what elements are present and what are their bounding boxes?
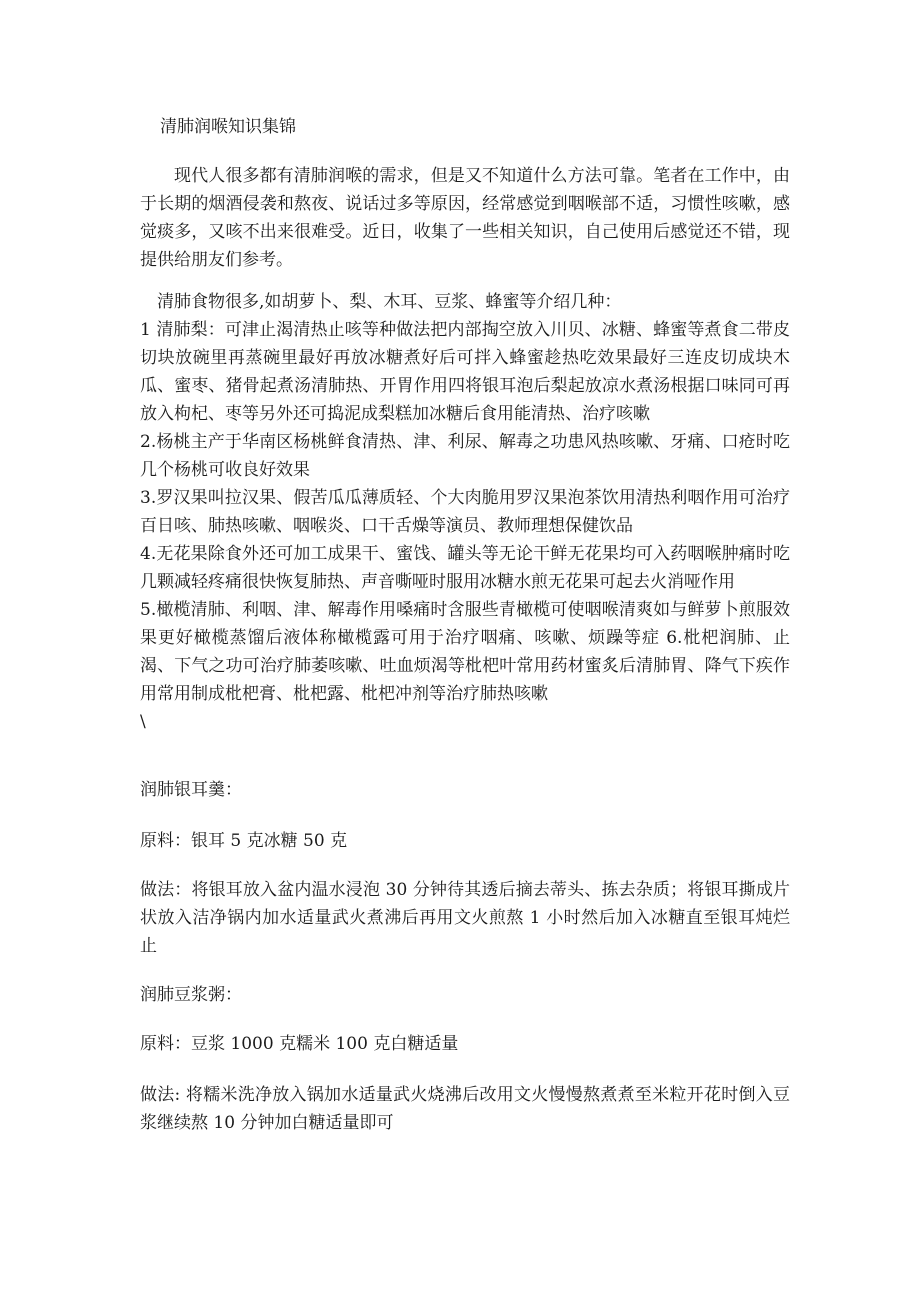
food-item-fig: 4.无花果除食外还可加工成果干、蜜饯、罐头等无论干鲜无花果均可入药咽喉肿痛时吃几颗减轻疼痛很快恢复肺热、声音嘶哑时服用冰糖水煎无花果可起去火消哑作用 <box>140 544 790 592</box>
food-item-olive-loquat: 5.橄榄清肺、利咽、津、解毒作用嗓痛时含服些青橄榄可使咽喉清爽如与鲜萝卜煎服效果更好橄榄蒸馏后液体称橄榄露可用于治疗咽痛、咳嗽、烦躁等症 6.枇杷润肺、止渴、下气之功可治疗肺萎咳嗽、吐血烦渴等枇杷叶常用药材蜜炙后清肺胃、降气下疾作用常用制成枇杷膏、枇杷露、枇杷冲剂等治疗肺热咳嗽 <box>140 600 790 704</box>
food-item-pear: 1 清肺梨：可津止渴清热止咳等种做法把内部掏空放入川贝、冰糖、蜂蜜等煮食二带皮切块放碗里再蒸碗里最好再放冰糖煮好后可拌入蜂蜜趁热吃效果最好三连皮切成块木瓜、蜜枣、猪骨起煮汤清肺热、开胃作用四将银耳泡后梨起放凉水煮汤根据口味同可再放入枸杞、枣等另外还可捣泥成梨糕加冰糖后食用能清热、治疗咳嗽 <box>140 320 790 424</box>
recipe1-method: 做法：将银耳放入盆内温水浸泡 30 分钟待其透后摘去蒂头、拣去杂质；将银耳撕成片状放入洁净锅内加水适量武火煮沸后再用文火煎熬 1 小时然后加入冰糖直至银耳炖烂止 <box>140 880 790 956</box>
food-item-luohanguo: 3.罗汉果叫拉汉果、假苦瓜瓜薄质轻、个大肉脆用罗汉果泡茶饮用清热利咽作用可治疗百日咳、肺热咳嗽、咽喉炎、口干舌燥等演员、教师理想保健饮品 <box>140 488 790 536</box>
recipe1-ingredients: 原料：银耳 5 克冰糖 50 克 <box>140 831 348 851</box>
food-list-heading: 清肺食物很多,如胡萝卜、梨、木耳、豆浆、蜂蜜等介绍几种： <box>157 292 622 312</box>
recipe1-name: 润肺银耳羹： <box>140 780 242 800</box>
food-list-trailer: \ <box>140 712 146 732</box>
document-title: 清肺润喉知识集锦 <box>160 117 296 137</box>
food-list-section <box>140 288 790 736</box>
recipe2-method: 做法: 将糯米洗净放入锅加水适量武火烧沸后改用文火慢慢熬煮煮至米粒开花时倒入豆浆继续熬 10 分钟加白糖适量即可 <box>140 1085 790 1133</box>
intro-paragraph: 现代人很多都有清肺润喉的需求，但是又不知道什么方法可靠。笔者在工作中，由于长期的烟酒侵袭和熬夜、说话过多等原因，经常感觉到咽喉部不适，习惯性咳嗽，感觉痰多，又咳不出来很难受。近日，收集了一些相关知识，自己使用后感觉还不错，现提供给朋友们参考。 <box>140 166 790 270</box>
recipe2-ingredients: 原料：豆浆 1000 克糯米 100 克白糖适量 <box>140 1034 459 1054</box>
recipe2-name: 润肺豆浆粥： <box>140 985 242 1005</box>
food-item-starfruit: 2.杨桃主产于华南区杨桃鲜食清热、津、利尿、解毒之功患风热咳嗽、牙痛、口疮时吃几个杨桃可收良好效果 <box>140 432 790 480</box>
